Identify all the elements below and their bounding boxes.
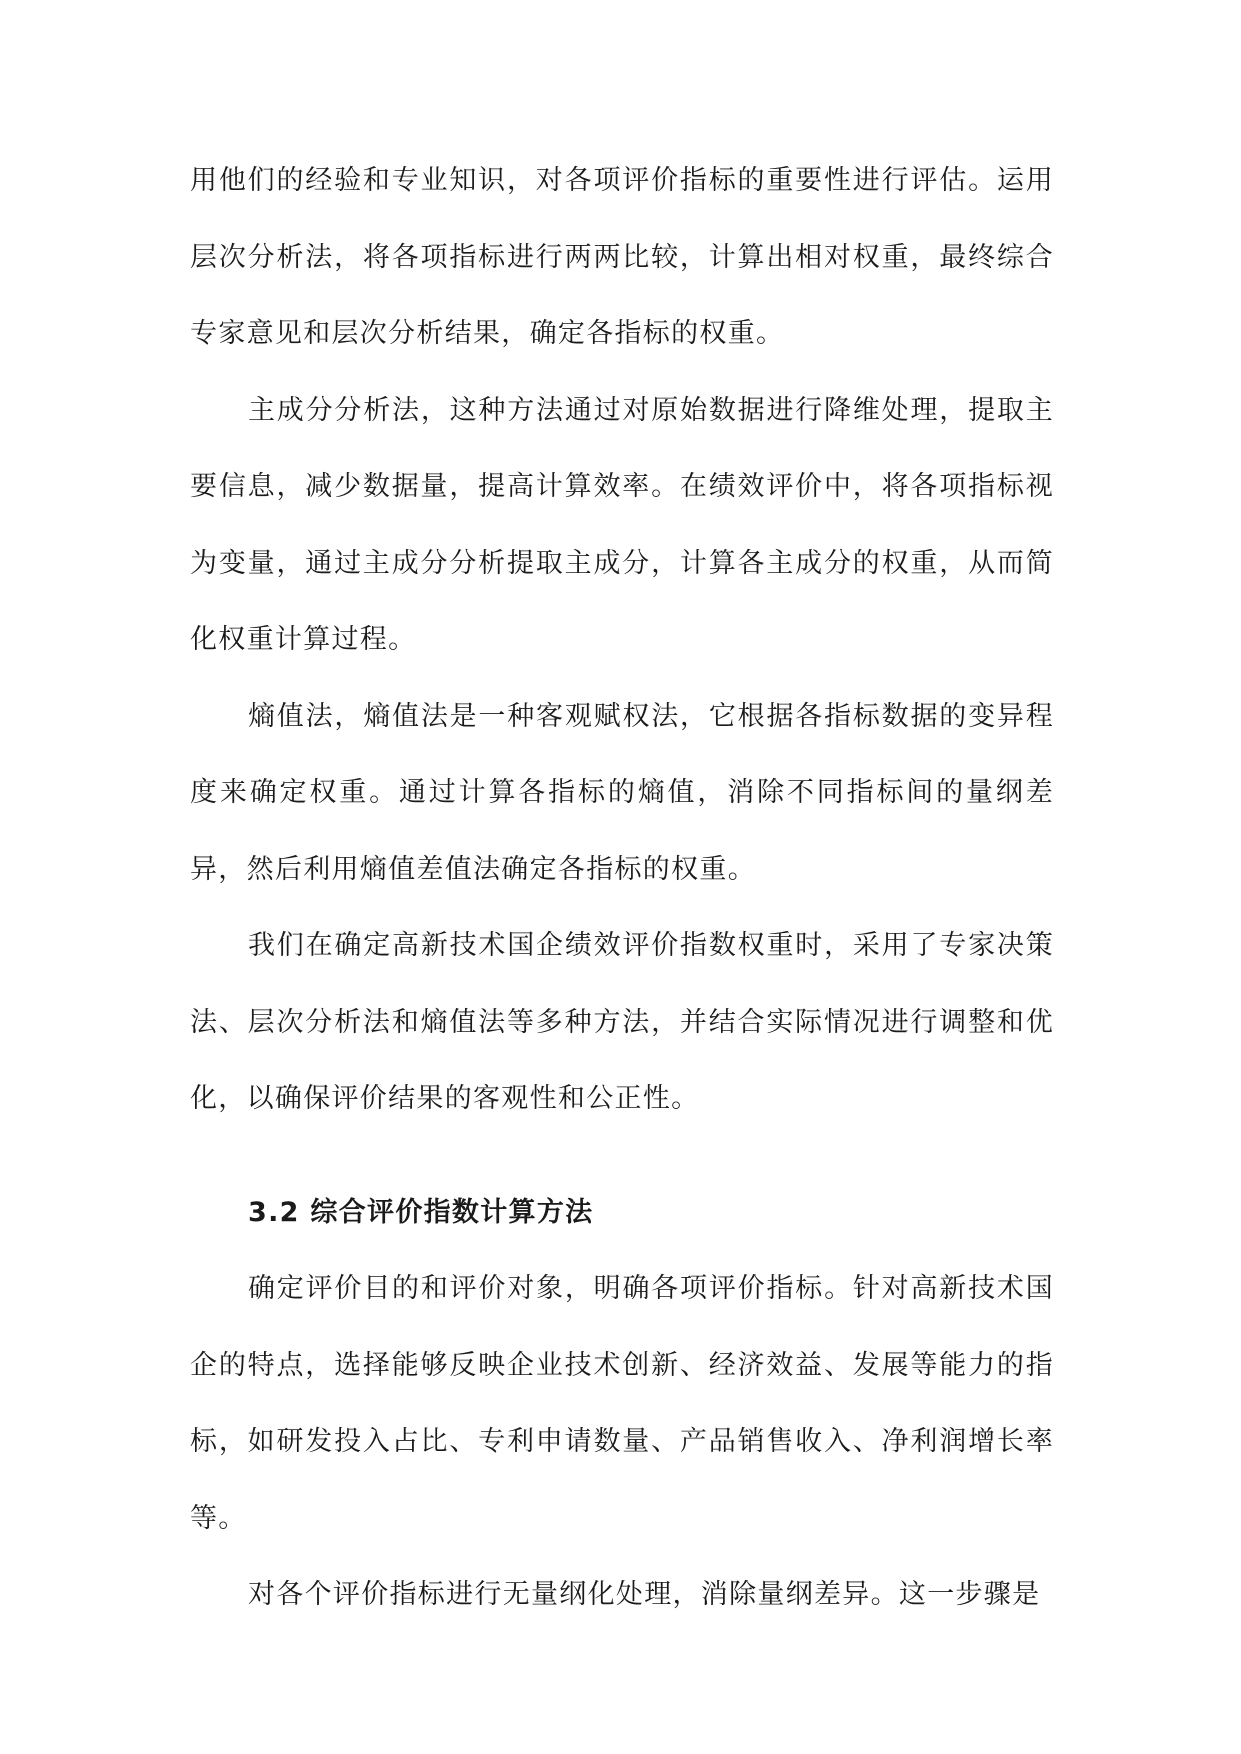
paragraph-evaluation-objective: 确定评价目的和评价对象，明确各项评价指标。针对高新技术国企的特点，选择能够反映企业技术创新、经济效益、发展等能力的指标，如研发投入占比、专利申请数量、产品销售收入、净利润增长率等。 bbox=[190, 1273, 1054, 1534]
document-body bbox=[190, 143, 1054, 1634]
paragraph-normalization: 对各个评价指标进行无量纲化处理，消除量纲差异。这一步骤是 bbox=[248, 1579, 1041, 1610]
paragraph-continuation: 用他们的经验和专业知识，对各项评价指标的重要性进行评估。运用层次分析法，将各项指标进行两两比较，计算出相对权重，最终综合专家意见和层次分析结果，确定各指标的权重。 bbox=[190, 165, 1054, 349]
paragraph-pca-method: 主成分分析法，这种方法通过对原始数据进行降维处理，提取主要信息，减少数据量，提高计算效率。在绩效评价中，将各项指标视为变量，通过主成分分析提取主成分，计算各主成分的权重，从而简化权重计算过程。 bbox=[190, 394, 1054, 655]
paragraph-weight-summary: 我们在确定高新技术国企绩效评价指数权重时，采用了专家决策法、层次分析法和熵值法等多种方法，并结合实际情况进行调整和优化，以确保评价结果的客观性和公正性。 bbox=[190, 930, 1054, 1114]
section-heading: 3.2 综合评价指数计算方法 bbox=[248, 1196, 594, 1228]
paragraph-entropy-method: 熵值法，熵值法是一种客观赋权法，它根据各指标数据的变异程度来确定权重。通过计算各指标的熵值，消除不同指标间的量纲差异，然后利用熵值差值法确定各指标的权重。 bbox=[190, 700, 1054, 885]
